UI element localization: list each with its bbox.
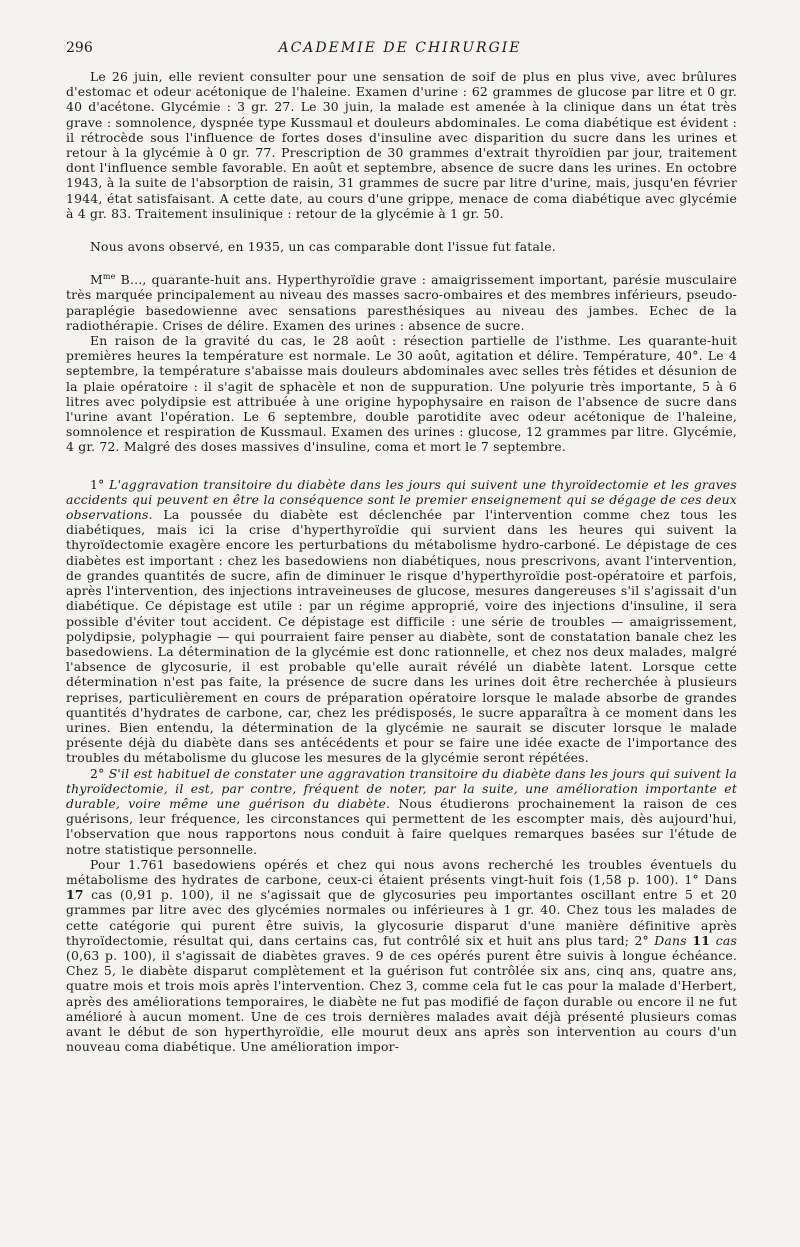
statistics-text: cas (0,91 p. 100), il ne s'agissait que de glycosuries peu importantes oscillant entre 5 et 20 grammes par litre avec des glycémies normales ou inférieures à 1 gr. 40. Chez tous les malades de cette catégorie qui purent être suivis, la glycosurie disparut d'une manière définitive après thyroïdectomie, résultat qui, dans certains cas, fut contrôlé six et huit ans plus tard; 2° [66, 887, 737, 948]
statistics-text: Pour 1.761 basedowiens opérés et chez qui nous avons recherché les troubles éventuels du métabolisme des hydrates de carbone, ceux-ci étaient présents vingt-huit fois (1,58 p. 100). 1° Dans [66, 856, 737, 887]
italic-thesis: S'il est habituel de constater une aggravation transitoire du diabète dans les jours qui suivent la thyroïdectomie, il est, par contre, fréquent de noter, par la suite, une amélioration importante et durable, voire même une guérison du diabète. [66, 765, 737, 811]
italic-thesis: L'aggravation transitoire du diabète dans les jours qui suivent une thyroïdectomie et les graves accidents qui peuvent en être la conséquence sont le premier enseignement qui se dégage de ces deux observations. [66, 476, 737, 523]
count-bold: 17 [66, 887, 84, 903]
paragraph-patient-history [66, 272, 737, 333]
first-lesson-text: La poussée du diabète est déclenchée par l'intervention comme chez tous les diabétiques, mais ici la crise d'hyperthyroïdie qui survient dans les heures qui suivent la thyroïdectomie exagère encore les perturbations du métabolisme hydro-carboné. Le dépistage de ces diabètes est important : chez les basedowiens non diabétiques, nous prescrivons, avant l'intervention, de grandes quantités de sucre, afin de diminuer le risque d'hyperthyroïdie post-opératoire et parfois, après l'intervention, des injections intraveineuses de glucose, mesures dangereuses s'il s'agissait d'un diabétique. Ce dépistage est utile : par un régime approprié, voire des injections d'insuline, il sera possible d'éviter tout accident. Ce dépistage est difficile : une série de troubles — amaigrissement, polydipsie, polyphagie — qui pourraient faire penser au diabète, sont de constatation banale chez les basedowiens. La détermination de la glycémie est donc rationnelle, et chez nos deux malades, malgré l'absence de glycosurie, il est probable qu'elle aurait révélé un diabète latent. Lorsque cette détermination n'est pas faite, la présence de sucre dans les urines doit être recherchée à plusieurs reprises, particulièrement en cours de préparation opératoire lorsque le malade absorbe de grandes quantités d'hydrates de carbone, car, chez les prédisposés, le sucre apparaîtra à ce moment dans les urines. Bien entendu, la détermination de la glycémie ne saurait se discuter lorsque le malade présente déjà du diabète dans ses antécédents et pour se faire une idée exacte de l'importance des troubles du métabolisme du glucose les mesures de la glycémie seront répétées. [66, 507, 737, 766]
page-number: 296 [66, 40, 93, 56]
count-bold: 11 [686, 932, 716, 948]
page-header [66, 40, 734, 60]
paragraph-second-lesson [66, 766, 737, 857]
paragraph-case-followup: Le 26 juin, elle revient consulter pour une sensation de soif de plus en plus vive, avec brûlures d'estomac et odeur acétonique de l'haleine. Examen d'urine : 62 grammes de glucose par litre et 0 gr. 40 d'acétone. Glycémie : 3 gr. 27. Le 30 juin, la malade est amenée à la clinique dans un état très grave : somnolence, dyspnée type Kussmaul et douleurs abdominales. Le coma diabétique est évident : il rétrocède sous l'influence de fortes doses d'insuline avec disparition du sucre dans les urines et retour à la glycémie à 0 gr. 77. Prescription de 30 grammes d'extrait thyroïdien par jour, traitement dont l'influence semble favorable. En août et septembre, absence de sucre dans les urines. En octobre 1943, à la suite de l'absorption de raisin, 31 grammes de sucre par litre d'urine, mais, jusqu'en février 1944, état satisfaisant. A cette date, au cours d'une grippe, menace de coma diabétique avec glycémie à 4 gr. 83. Traitement insulinique : retour de la glycémie à 1 gr. 50. [66, 69, 737, 221]
point-number: 2° [90, 765, 109, 781]
point-number: 1° [90, 476, 110, 492]
paragraph-operation-course: En raison de la gravité du cas, le 28 août : résection partielle de l'isthme. Les quarante-huit premières heures la température est normale. Le 30 août, agitation et délire. Température, 40°. Le 4 septembre, la température s'abaisse mais douleurs abdominales avec selles très fétides et désunion de la plaie opératoire : il s'agit de sphacèle et non de suppuration. Une polyurie très importante, 5 à 6 litres avec polydipsie est attribuée à une origine hypophysaire en raison de l'absence de sucre dans l'urine avant l'opération. Le 6 septembre, double parotidite avec odeur acétonique de l'haleine, somnolence et respiration de Kussmaul. Examen des urines : glucose, 12 grammes par litre. Glycémie, 4 gr. 72. Malgré des doses massives d'insuline, coma et mort le 7 septembre. [66, 333, 737, 455]
italic-word: cas [715, 932, 738, 948]
running-title: ACADEMIE DE CHIRURGIE [278, 40, 522, 56]
second-lesson-text: Nous étudierons prochainement la raison de ces guérisons, leur fréquence, les circonstances qui permettent de les escompter mais, dès aujourd'hui, l'observation que nous rapportons nous conduit à faire quelques remarques basées sur l'étude de notre statistique personnelle. [66, 795, 738, 857]
paragraph-first-lesson [66, 477, 737, 766]
statistics-text: (0,63 p. 100), il s'agissait de diabètes graves. 9 de ces opérés purent être suivis à longue échéance. Chez 5, le diabète disparut complètement et la guérison fut contrôlée six ans, cinq ans, quatre ans, quatre mois et trois mois après l'intervention. Chez 3, comme cela fut le cas pour la malade d'Herbert, après des améliorations temporaires, le diabète ne fut pas modifié de façon durable ou encore il ne fut amélioré à aucun moment. Une de ces trois dernières malades avait déjà présenté plusieurs comas avant le début de son hyperthyroïdie, elle mourut deux ans après son intervention au cours d'un nouveau coma diabétique. Une amélioration impor- [66, 947, 737, 1055]
italic-word: Dans [654, 932, 687, 948]
title-superscript: me [102, 272, 116, 282]
body-text [66, 69, 737, 1054]
title-abbrev: M [90, 272, 103, 288]
patient-history-text: B..., quarante-huit ans. Hyperthyroïdie grave : amaigrissement important, parésie musculaire très marquée principalement au niveau des masses sacro-ombaires et des membres inférieurs, pseudo-paraplégie basedowienne avec sensations paresthésiques au niveau des jambes. Echec de la radiothérapie. Crises de délire. Examen des urines : absence de sucre. [66, 272, 737, 333]
paragraph-comparable-case: Nous avons observé, en 1935, un cas comparable dont l'issue fut fatale. [90, 239, 556, 255]
paragraph-statistics [66, 857, 737, 1055]
